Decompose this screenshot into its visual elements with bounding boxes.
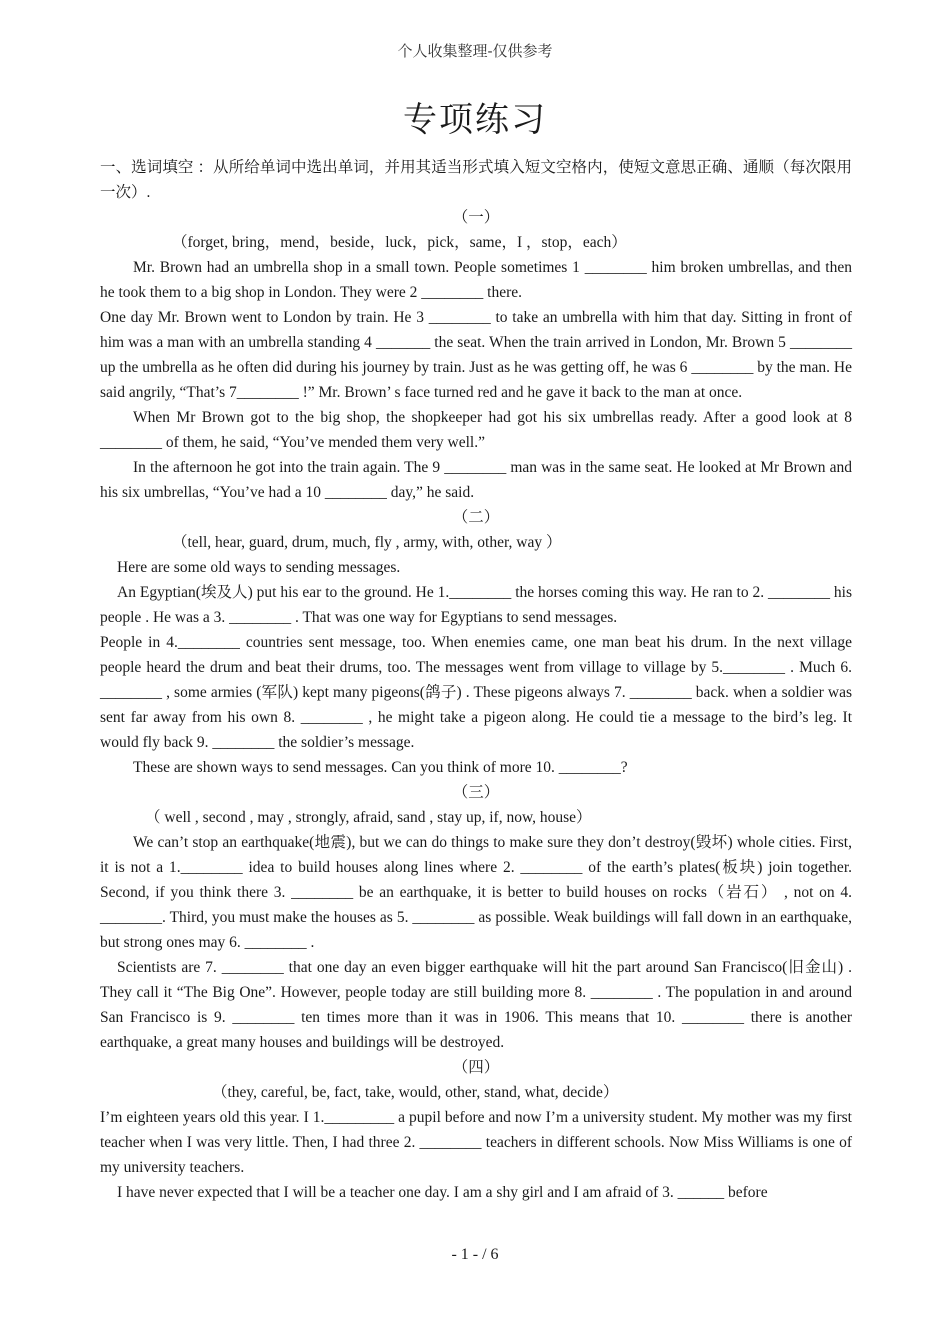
- paragraph: Here are some old ways to sending messages.: [117, 559, 401, 576]
- paragraph: Scientists are 7. ________ that one day an even bigger earthquake will hit the part around San Francisco(旧金山) . They call it “The Big One”. However, people today are still building more 8. ________ . The population in and around San Francisco is 9. ________ ten times more than it was in 1906. This means that 10. ________ there is another earthquake, a great many houses and buildings will be destroyed.: [100, 959, 852, 1051]
- paragraph: These are shown ways to send messages. Can you think of more 10. ________?: [133, 759, 628, 776]
- paragraph: An Egyptian(埃及人) put his ear to the ground. He 1.________ the horses coming this way. He ran to 2. ________ his people . He was a 3. ________ . That was one way for Egyptians to send messages.: [100, 584, 852, 626]
- word-bank: （ well , second , may , strongly, afraid, sand , stay up, if, now, house）: [145, 809, 592, 826]
- paragraph: I have never expected that I will be a teacher one day. I am a shy girl and I am afraid of 3. ______ before: [117, 1184, 768, 1201]
- section-label: （四）: [452, 1059, 500, 1076]
- instructions: 一、选词填空 ：从所给单词中选出单词，并用其适当形式填入短文空格内，使短文意思正确、通顺（每次限用一次）.: [100, 159, 852, 201]
- page-title: 专项练习: [403, 100, 547, 140]
- paragraph: When Mr Brown got to the big shop, the shopkeeper had got his six umbrellas ready. After a good look at 8 ________ of them, he said, “You’ve mended them very well.”: [100, 409, 852, 451]
- section-label: （二）: [452, 509, 500, 526]
- paragraph: In the afternoon he got into the train again. The 9 ________ man was in the same seat. He looked at Mr Brown and his six umbrellas, “You’ve had a 10 ________ day,” he said.: [100, 459, 852, 501]
- paragraph: We can’t stop an earthquake(地震), but we can do things to make sure they don’t destroy(毁坏) whole cities. First, it is not a 1.________ idea to build houses along lines where 2. ________ of the earth’s plates(板块) join together. Second, if you think there 3. ________ be an earthquake, it is better to build houses on rocks（岩石） , not on 4. ________. Third, you must make the houses as 5. ________ as possible. Weak buildings will fall down in an earthquake, but strong ones may 6. ________ .: [100, 834, 852, 951]
- section-label: （一）: [452, 209, 500, 226]
- paragraph: Mr. Brown had an umbrella shop in a small town. People sometimes 1 ________ him broken umbrellas, and then he took them to a big shop in London. They were 2 ________ there.: [100, 259, 852, 301]
- paragraph: I’m eighteen years old this year. I 1._________ a pupil before and now I’m a university student. My mother was my first teacher when I was very little. Then, I had three 2. ________ teachers in different schools. Now Miss Williams is one of my university teachers.: [100, 1109, 852, 1176]
- word-bank: （tell, hear, guard, drum, much, fly , army, with, other, way ）: [172, 534, 562, 551]
- paragraph: One day Mr. Brown went to London by train. He 3 ________ to take an umbrella with him that day. Sitting in front of him was a man with an umbrella standing 4 _______ the seat. When the train arrived in London, Mr. Brown 5 ________ up the umbrella as he often did during his journey by train. Just as he was getting off, he was 6 ________ by the man. He said angrily, “That’s 7________ !” Mr. Brown’ s face turned red and he gave it back to the man at once.: [100, 309, 852, 401]
- section-label: （三）: [452, 784, 500, 801]
- page-header: 个人收集整理-仅供参考: [397, 42, 553, 60]
- page-number: - 1 - / 6: [451, 1246, 499, 1263]
- document-body: [100, 155, 852, 1205]
- word-bank: （forget, bring，mend，beside，luck，pick，same，I ，stop，each）: [172, 234, 627, 251]
- word-bank: （they, careful, be, fact, take, would, other, stand, what, decide）: [212, 1084, 619, 1101]
- paragraph: People in 4.________ countries sent message, too. When enemies came, one man beat his drum. In the next village people heard the drum and beat their drums, too. The messages went from village to village by 5.________ . Much 6. ________ , some armies (军队) kept many pigeons(鸽子) . These pigeons always 7. ________ back. when a soldier was sent far away from his own 8. ________ , he might take a pigeon along. He could tie a message to the bird’s leg. It would fly back 9. ________ the soldier’s message.: [100, 634, 852, 751]
